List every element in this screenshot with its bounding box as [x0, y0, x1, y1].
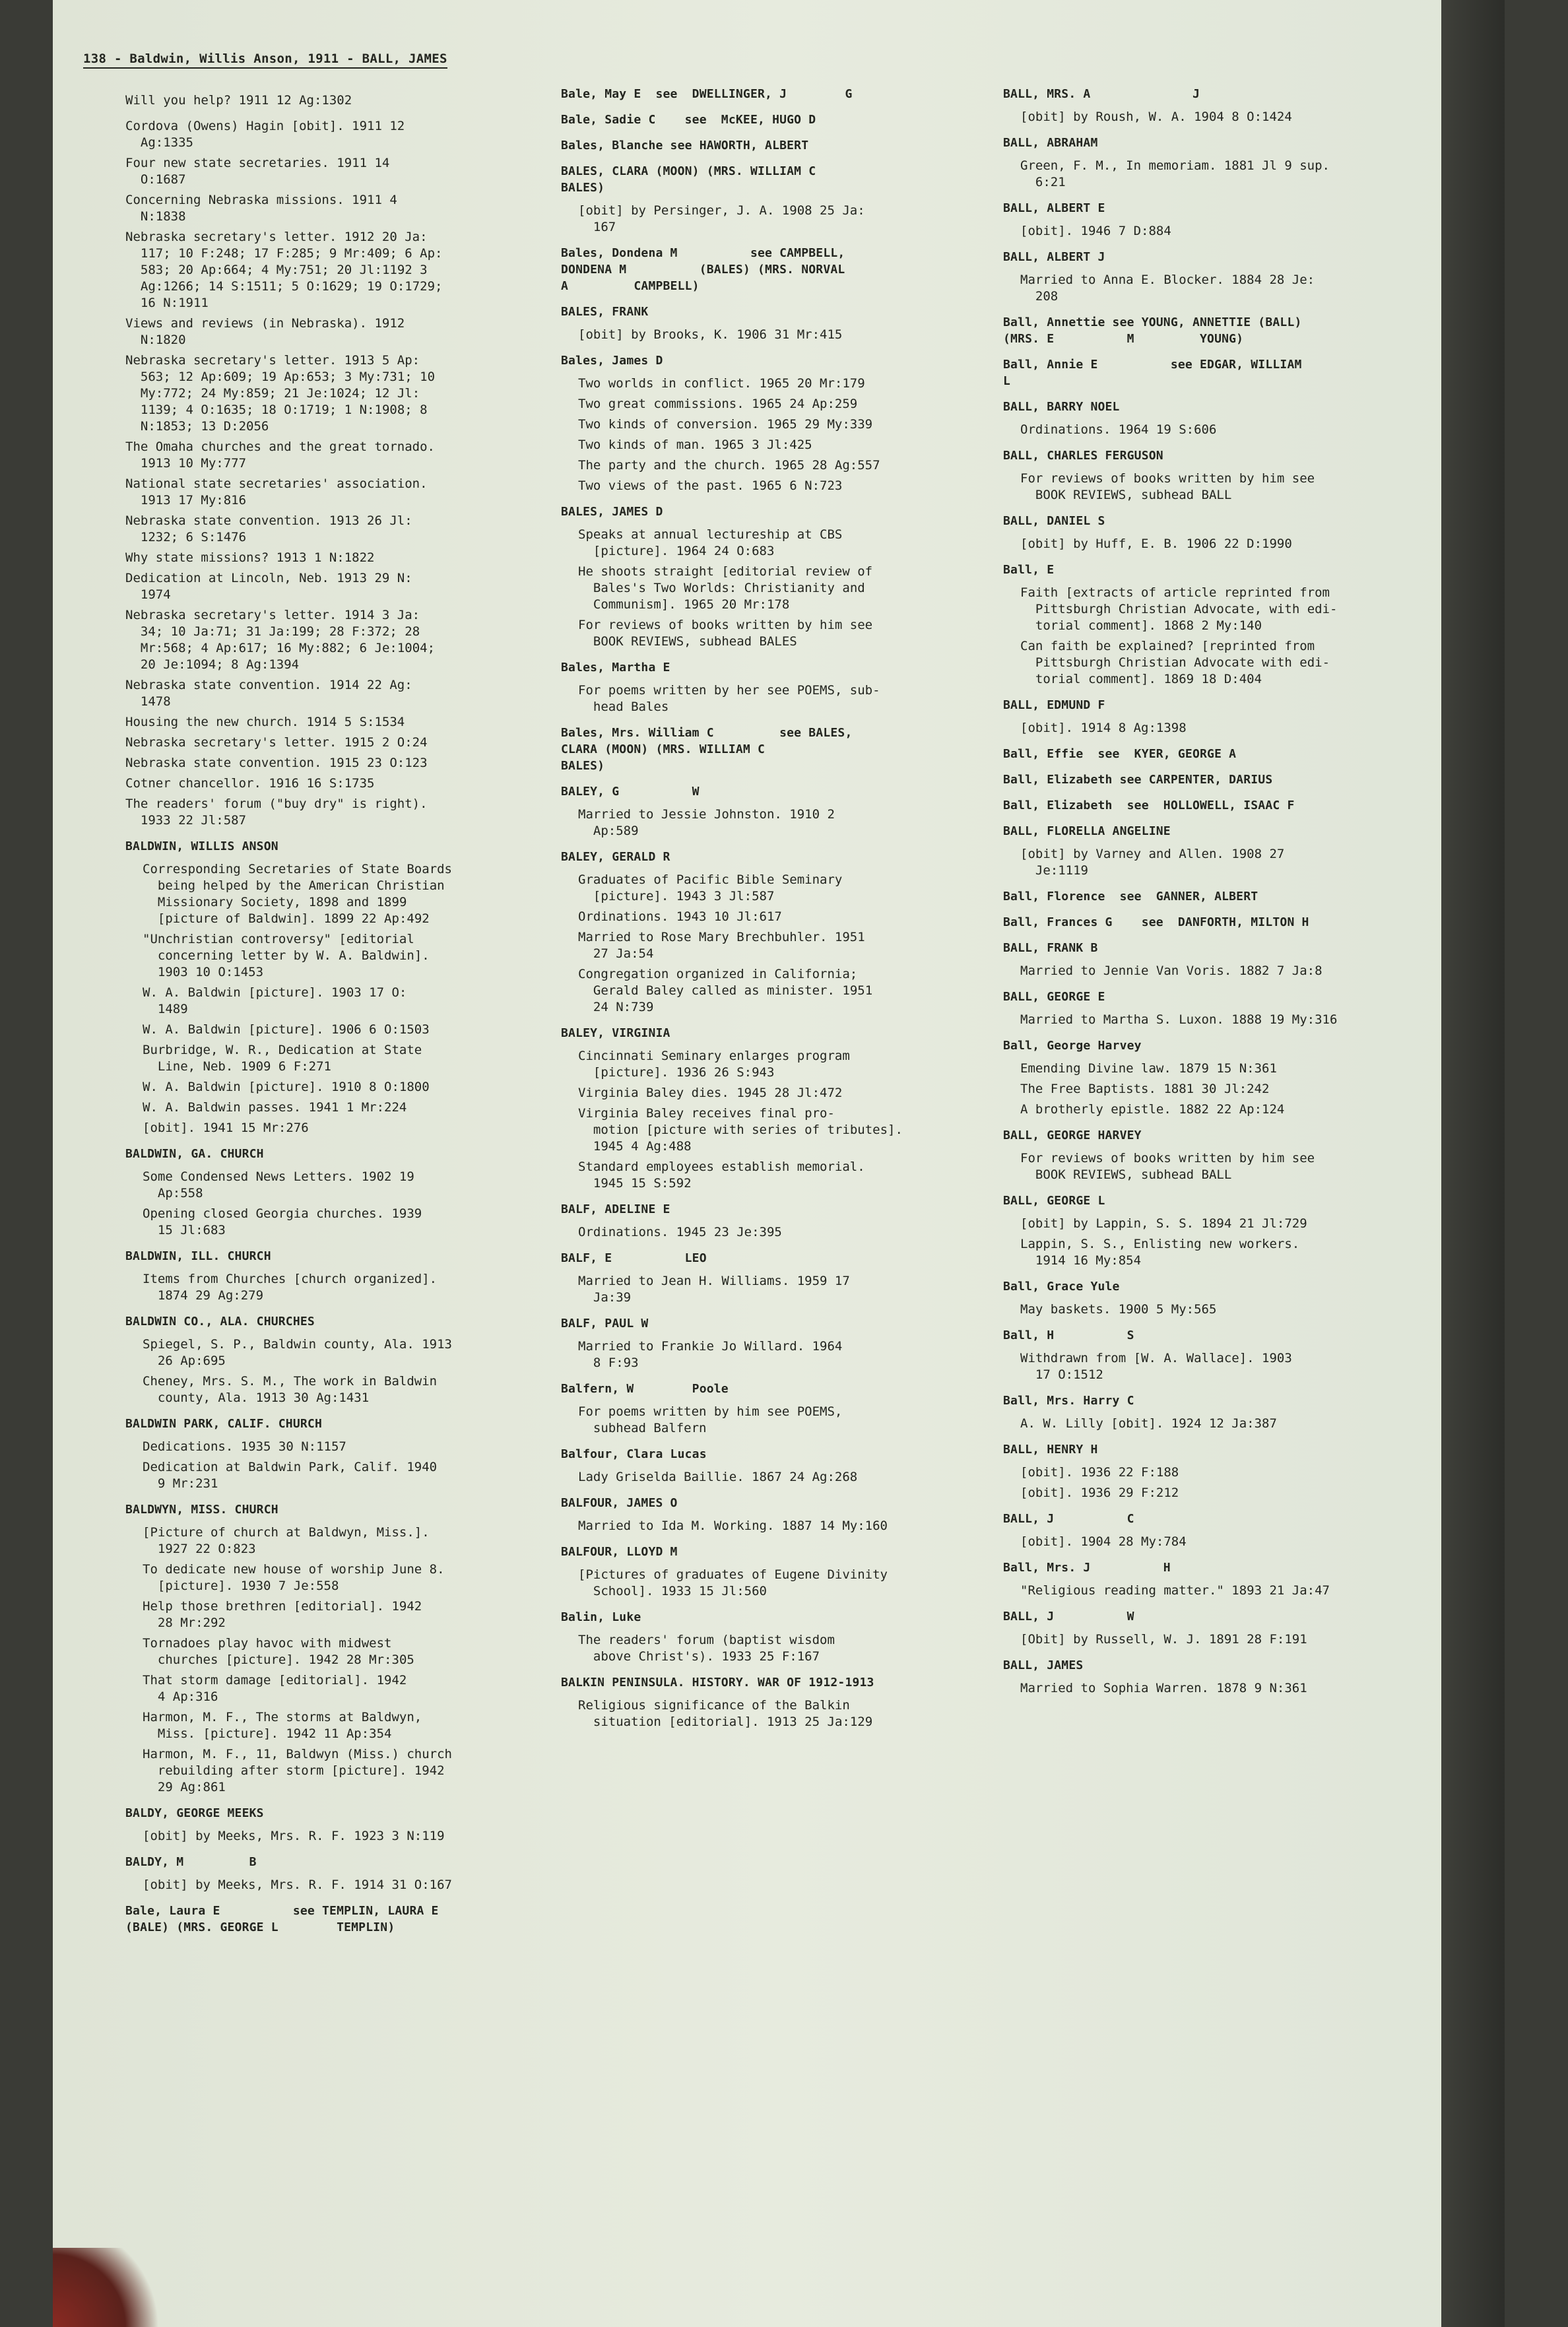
entry-heading: BALDWIN PARK, CALIF. CHURCH	[125, 1417, 322, 1431]
entry-heading: BALEY, GERALD R	[561, 850, 670, 864]
entry-citation: [obit] by Varney and Allen. 1908 27 Je:1119	[1020, 847, 1285, 878]
entry-citation: [obit] by Huff, E. B. 1906 22 D:1990	[1020, 537, 1292, 551]
entry-citation: [obit] by Lappin, S. S. 1894 21 Jl:729	[1020, 1216, 1307, 1231]
entry-citation: Why state missions? 1913 1 N:1822	[125, 550, 375, 565]
index-entry	[561, 1201, 1010, 1241]
entry-heading: BALDWYN, MISS. CHURCH	[125, 1503, 278, 1517]
index-entry	[1003, 356, 1465, 389]
page-header: 138 - Baldwin, Willis Anson, 1911 - BALL, JAMES	[83, 51, 447, 69]
entry-citation: "Unchristian controversy" [editorial concerning letter by W. A. Baldwin]. 1903 10 O:1453	[143, 932, 430, 979]
index-page	[53, 0, 1505, 2327]
entry-heading: BALL, FLORELLA ANGELINE	[1003, 824, 1171, 838]
entry-heading: BALL, ALBERT E	[1003, 201, 1105, 215]
index-entry	[1003, 1393, 1465, 1432]
entry-heading: BALL, ALBERT J	[1003, 250, 1105, 264]
entry-citation: Tornadoes play havoc with midwest churches [picture]. 1942 28 Mr:305	[143, 1636, 414, 1667]
index-entry	[1003, 562, 1465, 688]
entry-heading: BALF, PAUL W	[561, 1317, 649, 1330]
entry-citation: Harmon, M. F., The storms at Baldwyn, Miss. [picture]. 1942 11 Ap:354	[143, 1710, 422, 1741]
entry-citation: To dedicate new house of worship June 8. [picture]. 1930 7 Je:558	[143, 1562, 445, 1593]
entry-citation: Faith [extracts of article reprinted from Pittsburgh Christian Advocate, with edi- torial comment]. 1868 2 My:140	[1020, 585, 1338, 633]
entry-heading: Ball, Annettie see YOUNG, ANNETTIE (BALL) (MRS. E M YOUNG)	[1003, 315, 1302, 346]
entry-citation: Nebraska state convention. 1915 23 O:123	[125, 756, 428, 770]
index-entry	[561, 163, 1010, 236]
entry-citation: Nebraska secretary's letter. 1915 2 O:24	[125, 735, 428, 750]
entry-citation: Virginia Baley dies. 1945 28 Jl:472	[578, 1086, 843, 1100]
index-entry	[561, 504, 1010, 650]
entry-citation: Married to Frankie Jo Willard. 1964 8 F:93	[578, 1339, 843, 1370]
entry-citation: Help those brethren [editorial]. 1942 28 Mr:292	[143, 1599, 422, 1630]
entry-citation: A brotherly epistle. 1882 22 Ap:124	[1020, 1102, 1285, 1117]
entry-citation: Some Condensed News Letters. 1902 19 Ap:558	[143, 1169, 414, 1200]
entry-citation: Standard employees establish memorial. 1945 15 S:592	[578, 1160, 865, 1191]
entry-citation: Dedication at Lincoln, Neb. 1913 29 N: 1974	[125, 571, 412, 602]
entry-heading: Ball, George Harvey	[1003, 1039, 1142, 1053]
entry-citation: Emending Divine law. 1879 15 N:361	[1020, 1061, 1277, 1076]
entry-citation: Dedications. 1935 30 N:1157	[143, 1439, 346, 1454]
entry-heading: BALES, FRANK	[561, 305, 649, 319]
index-entry	[561, 352, 1010, 494]
entry-heading: BALES, CLARA (MOON) (MRS. WILLIAM C BALES)	[561, 164, 816, 195]
entry-heading: Bale, May E see DWELLINGER, J G	[561, 87, 853, 101]
entry-heading: BALL, HENRY H	[1003, 1443, 1098, 1457]
index-entry	[1003, 1511, 1465, 1550]
entry-heading: Balin, Luke	[561, 1610, 641, 1624]
entry-citation: Nebraska secretary's letter. 1913 5 Ap: 563; 12 Ap:609; 19 Ap:653; 3 My:731; 10 My:772; 24 My:859; 21 Je:1024; 12 Jl: 1139; 4 O:1635; 18 O:1719; 1 N:1908; 8 N:1853; 13 D:2056	[125, 353, 436, 434]
index-entry	[1003, 1278, 1465, 1318]
entry-heading: BALL, GEORGE HARVEY	[1003, 1129, 1142, 1142]
entry-citation: Ordinations. 1964 19 S:606	[1020, 422, 1217, 437]
entry-citation: W. A. Baldwin passes. 1941 1 Mr:224	[143, 1100, 407, 1115]
entry-heading: BALF, ADELINE E	[561, 1202, 670, 1216]
index-column-2	[561, 86, 1010, 1740]
index-entry	[125, 1903, 561, 1936]
entry-citation: Cotner chancellor. 1916 16 S:1735	[125, 776, 375, 791]
entry-citation: Cincinnati Seminary enlarges program [picture]. 1936 26 S:943	[578, 1049, 850, 1080]
entry-citation: For poems written by him see POEMS, subhead Balfern	[578, 1404, 843, 1435]
index-entry	[561, 1315, 1010, 1371]
index-entry	[1003, 200, 1465, 240]
entry-citation: The readers' forum ("buy dry" is right). 1933 22 Jl:587	[125, 797, 428, 828]
entry-citation: Nebraska secretary's letter. 1914 3 Ja: 34; 10 Ja:71; 31 Ja:199; 28 F:372; 28 Mr:568; 4 Ap:617; 16 My:882; 6 Je:1004; 20 Je:1094; 8 Ag:1394	[125, 608, 436, 672]
entry-heading: Ball, Mrs. Harry C	[1003, 1394, 1134, 1408]
entry-citation: Withdrawn from [W. A. Wallace]. 1903 17 O:1512	[1020, 1351, 1292, 1382]
index-entry	[561, 86, 1010, 102]
entry-citation: Two kinds of man. 1965 3 Jl:425	[578, 438, 812, 452]
entry-citation: Speaks at annual lectureship at CBS [picture]. 1964 24 O:683	[578, 527, 843, 558]
entry-citation: Two great commissions. 1965 24 Ap:259	[578, 397, 858, 411]
index-entry	[561, 1609, 1010, 1665]
entry-citation: Items from Churches [church organized]. 1874 29 Ag:279	[143, 1272, 438, 1303]
entry-citation: Dedication at Baldwin Park, Calif. 1940 9 Mr:231	[143, 1460, 438, 1491]
index-entry	[1003, 697, 1465, 737]
entry-heading: BALF, E LEO	[561, 1251, 707, 1265]
entry-citation: [obit] by Brooks, K. 1906 31 Mr:415	[578, 327, 843, 342]
entry-heading: Ball, Elizabeth see HOLLOWELL, ISAAC F	[1003, 799, 1295, 812]
entry-heading: Bale, Sadie C see McKEE, HUGO D	[561, 113, 816, 127]
index-entry	[125, 1854, 561, 1893]
entry-heading: BALDWIN, GA. CHURCH	[125, 1147, 264, 1161]
entry-citation: Harmon, M. F., 11, Baldwyn (Miss.) church rebuilding after storm [picture]. 1942 29 Ag:861	[143, 1747, 452, 1794]
index-entry	[561, 1446, 1010, 1486]
index-entry	[561, 783, 1010, 839]
index-entry	[561, 1674, 1010, 1730]
entry-citation: The party and the church. 1965 28 Ag:557	[578, 458, 880, 473]
entry-citation: Two worlds in conflict. 1965 20 Mr:179	[578, 376, 865, 391]
entry-heading: Balfern, W Poole	[561, 1382, 729, 1396]
index-entry	[1003, 1327, 1465, 1383]
index-entry	[1003, 249, 1465, 305]
index-entry	[125, 92, 561, 109]
index-entry	[1003, 746, 1465, 762]
entry-citation: Two views of the past. 1965 6 N:723	[578, 478, 843, 493]
entry-citation: Will you help? 1911 12 Ag:1302	[125, 93, 352, 108]
index-entry	[561, 137, 1010, 154]
entry-heading: BALEY, VIRGINIA	[561, 1026, 670, 1040]
entry-heading: Ball, Florence see GANNER, ALBERT	[1003, 890, 1258, 903]
entry-heading: Ball, Effie see KYER, GEORGE A	[1003, 747, 1237, 761]
entry-citation: [obit]. 1946 7 D:884	[1020, 224, 1171, 238]
entry-citation: Cheney, Mrs. S. M., The work in Baldwin county, Ala. 1913 30 Ag:1431	[143, 1374, 438, 1405]
entry-citation: "Religious reading matter." 1893 21 Ja:47	[1020, 1583, 1330, 1598]
index-entry	[1003, 989, 1465, 1028]
entry-heading: Ball, Mrs. J H	[1003, 1561, 1171, 1575]
entry-citation: [obit] by Meeks, Mrs. R. F. 1923 3 N:119	[143, 1829, 445, 1843]
entry-citation: A. W. Lilly [obit]. 1924 12 Ja:387	[1020, 1416, 1277, 1431]
entry-citation: [obit]. 1941 15 Mr:276	[143, 1121, 309, 1135]
entry-citation: Married to Jennie Van Voris. 1882 7 Ja:8	[1020, 964, 1323, 978]
index-entry	[1003, 797, 1465, 814]
index-entry	[1003, 1559, 1465, 1599]
entry-citation: [Obit] by Russell, W. J. 1891 28 F:191	[1020, 1632, 1307, 1647]
index-entry	[561, 1250, 1010, 1306]
entry-citation: For poems written by her see POEMS, sub- head Bales	[578, 683, 880, 714]
index-entry	[125, 1313, 561, 1406]
entry-citation: Lappin, S. S., Enlisting new workers. 1914 16 My:854	[1020, 1237, 1300, 1268]
entry-citation: Ordinations. 1943 10 Jl:617	[578, 909, 782, 924]
entry-citation: Cordova (Owens) Hagin [obit]. 1911 12 Ag:1335	[125, 119, 405, 150]
entry-heading: Bales, Dondena M see CAMPBELL, DONDENA M (BALES) (MRS. NORVAL A CAMPBELL)	[561, 246, 845, 293]
entry-citation: Views and reviews (in Nebraska). 1912 N:1820	[125, 316, 405, 347]
index-entry	[1003, 399, 1465, 438]
index-entry	[561, 112, 1010, 128]
entry-citation: [obit] by Meeks, Mrs. R. F. 1914 31 O:167	[143, 1878, 452, 1892]
entry-citation: W. A. Baldwin [picture]. 1910 8 O:1800	[143, 1080, 430, 1094]
entry-citation: Nebraska state convention. 1913 26 Jl: 1232; 6 S:1476	[125, 513, 412, 544]
entry-citation: For reviews of books written by him see BOOK REVIEWS, subhead BALL	[1020, 1151, 1315, 1182]
entry-citation: [obit]. 1936 22 F:188	[1020, 1465, 1179, 1480]
entry-heading: BALL, GEORGE E	[1003, 990, 1105, 1004]
entry-citation: W. A. Baldwin [picture]. 1903 17 O: 1489	[143, 985, 407, 1016]
index-entry	[125, 838, 561, 1136]
entry-heading: Ball, Elizabeth see CARPENTER, DARIUS	[1003, 773, 1273, 787]
index-entry	[125, 1805, 561, 1845]
entry-citation: National state secretaries' association. 1913 17 My:816	[125, 476, 428, 508]
entry-citation: Married to Anna E. Blocker. 1884 28 Je: 208	[1020, 273, 1315, 304]
entry-citation: [obit] by Persinger, J. A. 1908 25 Ja: 167	[578, 203, 865, 234]
entry-heading: Ball, H S	[1003, 1328, 1134, 1342]
index-entry	[125, 1146, 561, 1239]
entry-heading: BALL, EDMUND F	[1003, 698, 1105, 712]
entry-heading: BALL, ABRAHAM	[1003, 136, 1098, 150]
index-entry	[1003, 1037, 1465, 1118]
entry-citation: For reviews of books written by him see BOOK REVIEWS, subhead BALES	[578, 618, 873, 649]
index-entry	[1003, 135, 1465, 191]
index-entry	[125, 1416, 561, 1492]
entry-citation: Four new state secretaries. 1911 14 O:1687	[125, 156, 390, 187]
index-entry	[1003, 1193, 1465, 1269]
entry-citation: Green, F. M., In memoriam. 1881 Jl 9 sup. 6:21	[1020, 158, 1330, 189]
index-entry	[561, 1544, 1010, 1600]
index-entry	[561, 725, 1010, 774]
entry-citation: Virginia Baley receives final pro- motion [picture with series of tributes]. 1945 4 Ag:488	[578, 1106, 903, 1154]
entry-heading: BALL, GEORGE L	[1003, 1194, 1105, 1208]
index-column-3	[1003, 86, 1465, 1706]
entry-heading: BALDWIN CO., ALA. CHURCHES	[125, 1315, 315, 1328]
entry-heading: Ball, Grace Yule	[1003, 1280, 1120, 1294]
entry-heading: BALFOUR, LLOYD M	[561, 1545, 678, 1559]
entry-heading: BALDY, GEORGE MEEKS	[125, 1806, 264, 1820]
entry-heading: BALDY, M B	[125, 1855, 257, 1869]
entry-heading: BALL, CHARLES FERGUSON	[1003, 449, 1163, 463]
index-entry	[1003, 513, 1465, 552]
index-entry	[1003, 314, 1465, 347]
entry-citation: [obit]. 1936 29 F:212	[1020, 1486, 1179, 1500]
index-column-1	[125, 92, 561, 1945]
entry-heading: Bales, James D	[561, 354, 663, 368]
entry-citation: Lady Griselda Baillie. 1867 24 Ag:268	[578, 1470, 858, 1484]
entry-citation: Married to Ida M. Working. 1887 14 My:160	[578, 1519, 888, 1533]
entry-heading: BALL, DANIEL S	[1003, 514, 1105, 528]
page-edge-shadow	[1441, 0, 1505, 2327]
entry-heading: BALDWIN, WILLIS ANSON	[125, 839, 278, 853]
entry-citation: That storm damage [editorial]. 1942 4 Ap:316	[143, 1673, 407, 1704]
index-entry	[1003, 86, 1465, 125]
entry-heading: BALEY, G W	[561, 785, 700, 799]
entry-citation: [obit] by Roush, W. A. 1904 8 O:1424	[1020, 110, 1292, 124]
entry-citation: [obit]. 1904 28 My:784	[1020, 1534, 1187, 1549]
entry-citation: Ordinations. 1945 23 Je:395	[578, 1225, 782, 1239]
index-entry	[561, 245, 1010, 294]
index-entry	[1003, 823, 1465, 879]
entry-citation: Nebraska secretary's letter. 1912 20 Ja: 117; 10 F:248; 17 F:285; 9 Mr:409; 6 Ap: 583; 20 Ap:664; 4 My:751; 20 Jl:1192 3 Ag:1266; 14 S:1511; 5 O:1629; 19 O:1729; 16 N:1911	[125, 230, 443, 310]
entry-citation: [obit]. 1914 8 Ag:1398	[1020, 721, 1187, 735]
entry-citation: Spiegel, S. P., Baldwin county, Ala. 1913 26 Ap:695	[143, 1337, 452, 1368]
entry-citation: Can faith be explained? [reprinted from Pittsburgh Christian Advocate with edi- torial comment]. 1869 18 D:404	[1020, 639, 1330, 686]
entry-citation: May baskets. 1900 5 My:565	[1020, 1302, 1217, 1317]
index-entry	[1003, 1127, 1465, 1183]
index-entry	[561, 1381, 1010, 1437]
entry-citation: Married to Rose Mary Brechbuhler. 1951 27 Ja:54	[578, 930, 865, 961]
entry-heading: Ball, E	[1003, 563, 1055, 577]
index-entry	[1003, 914, 1465, 931]
entry-heading: BALL, J C	[1003, 1512, 1134, 1526]
entry-citation: Congregation organized in California; Gerald Baley called as minister. 1951 24 N:739	[578, 967, 873, 1014]
entry-heading: BALL, J W	[1003, 1610, 1134, 1623]
entry-citation: Married to Sophia Warren. 1878 9 N:361	[1020, 1681, 1307, 1695]
entry-heading: Ball, Frances G see DANFORTH, MILTON H	[1003, 915, 1309, 929]
entry-citation: Married to Martha S. Luxon. 1888 19 My:316	[1020, 1012, 1338, 1027]
entry-citation: Married to Jean H. Williams. 1959 17 Ja:39	[578, 1274, 850, 1305]
entry-citation: For reviews of books written by him see BOOK REVIEWS, subhead BALL	[1020, 471, 1315, 502]
entry-citation: [Pictures of graduates of Eugene Divinity School]. 1933 15 Jl:560	[578, 1567, 888, 1598]
entry-heading: Bale, Laura E see TEMPLIN, LAURA E (BALE) (MRS. GEORGE L TEMPLIN)	[125, 1904, 439, 1934]
index-entry	[1003, 447, 1465, 504]
entry-heading: BALL, BARRY NOEL	[1003, 400, 1120, 414]
index-entry	[561, 304, 1010, 343]
index-entry	[1003, 1441, 1465, 1501]
entry-citation: Nebraska state convention. 1914 22 Ag: 1478	[125, 678, 412, 709]
entry-citation: Married to Jessie Johnston. 1910 2 Ap:589	[578, 807, 835, 838]
entry-citation: Religious significance of the Balkin situation [editorial]. 1913 25 Ja:129	[578, 1698, 873, 1729]
entry-heading: BALL, MRS. A J	[1003, 87, 1200, 101]
index-entry	[125, 1501, 561, 1796]
entry-citation: He shoots straight [editorial review of Bales's Two Worlds: Christianity and Communism]. 1965 20 Mr:178	[578, 564, 873, 612]
index-entry	[561, 1025, 1010, 1192]
entry-heading: Bales, Mrs. William C see BALES, CLARA (MOON) (MRS. WILLIAM C BALES)	[561, 726, 853, 773]
index-entry	[561, 849, 1010, 1016]
entry-citation: Concerning Nebraska missions. 1911 4 N:1838	[125, 193, 397, 224]
entry-citation: Opening closed Georgia churches. 1939 15 Jl:683	[143, 1206, 422, 1237]
corner-tab	[53, 2248, 158, 2327]
entry-heading: BALFOUR, JAMES O	[561, 1496, 678, 1510]
entry-citation: Graduates of Pacific Bible Seminary [picture]. 1943 3 Jl:587	[578, 872, 843, 903]
index-entry	[1003, 1657, 1465, 1697]
index-entry	[561, 1495, 1010, 1534]
index-entry	[561, 659, 1010, 715]
index-entry	[125, 1248, 561, 1304]
entry-heading: Bales, Blanche see HAWORTH, ALBERT	[561, 139, 809, 152]
entry-heading: Ball, Annie E see EDGAR, WILLIAM L	[1003, 358, 1302, 388]
entry-heading: BALDWIN, ILL. CHURCH	[125, 1249, 271, 1263]
entry-citation: Burbridge, W. R., Dedication at State Line, Neb. 1909 6 F:271	[143, 1043, 422, 1074]
index-entry	[1003, 888, 1465, 905]
index-entry	[125, 118, 561, 829]
entry-citation: Two kinds of conversion. 1965 29 My:339	[578, 417, 873, 432]
entry-heading: Balfour, Clara Lucas	[561, 1447, 707, 1461]
entry-heading: BALL, FRANK B	[1003, 941, 1098, 955]
entry-citation: The readers' forum (baptist wisdom above Christ's). 1933 25 F:167	[578, 1633, 835, 1664]
entry-heading: BALKIN PENINSULA. HISTORY. WAR OF 1912-1913	[561, 1676, 874, 1689]
entry-citation: The Free Baptists. 1881 30 Jl:242	[1020, 1082, 1270, 1096]
entry-citation: The Omaha churches and the great tornado. 1913 10 My:777	[125, 440, 435, 471]
entry-citation: Corresponding Secretaries of State Boards being helped by the American Christian Missionary Society, 1898 and 1899 [picture of Baldwin]. 1899 22 Ap:492	[143, 862, 452, 926]
entry-heading: BALES, JAMES D	[561, 505, 663, 519]
entry-citation: W. A. Baldwin [picture]. 1906 6 O:1503	[143, 1022, 430, 1037]
entry-heading: BALL, JAMES	[1003, 1658, 1084, 1672]
entry-citation: Housing the new church. 1914 5 S:1534	[125, 715, 405, 729]
index-entry	[1003, 771, 1465, 788]
index-entry	[1003, 1608, 1465, 1648]
entry-heading: Bales, Martha E	[561, 661, 670, 674]
index-entry	[1003, 940, 1465, 979]
entry-citation: [Picture of church at Baldwyn, Miss.]. 1927 22 O:823	[143, 1525, 430, 1556]
